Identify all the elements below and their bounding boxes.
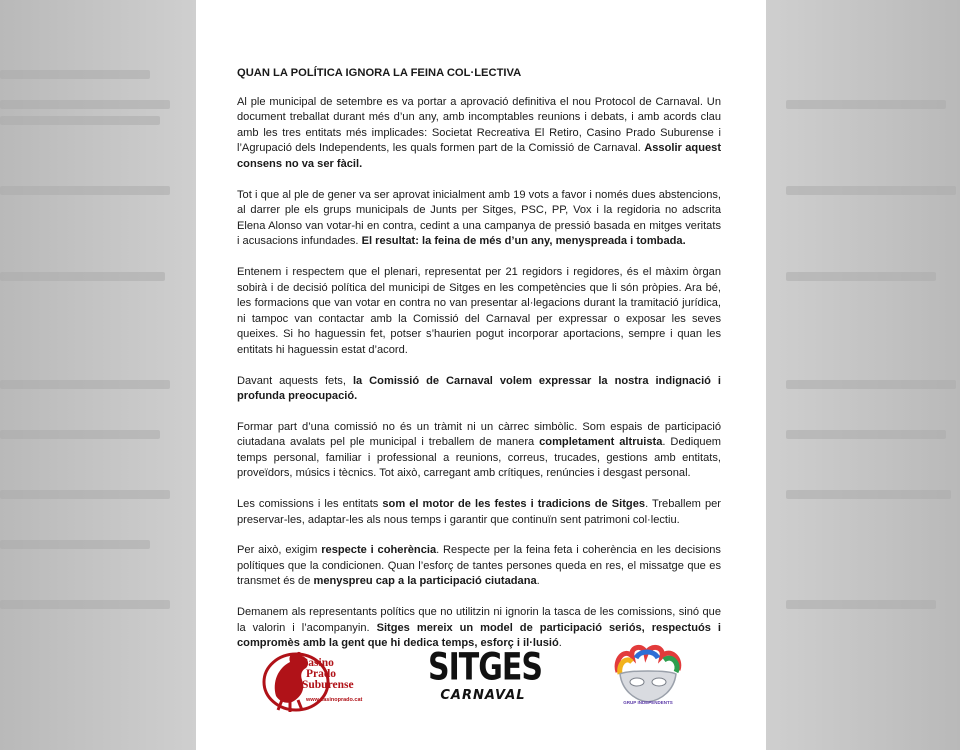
casino-website: www.casinoprado.cat — [306, 697, 363, 703]
bold-text: Assolir aquest consens no va ser fàcil. — [237, 142, 722, 170]
document-page — [196, 0, 766, 750]
document-title: QUAN LA POLÍTICA IGNORA LA FEINA COL·LECTIVA — [237, 67, 522, 79]
casino-name — [300, 658, 354, 691]
document-body — [237, 66, 721, 667]
bold-text: respecte i coherència — [321, 544, 437, 557]
paragraph-text: Les comissions i les entitats — [237, 498, 383, 511]
independents-name: GRUP INDEPENDENTS — [623, 700, 673, 705]
paragraph — [237, 95, 721, 173]
paragraph-text: Entenem i respectem que el plenari, representat per 21 regidors i regidores, és el màxim òrgan sobirà i de decisió política del municipi de Sitges en les competències que li són pròpies. Ara bé, les formacions que van votar en contra no van presentar al·legacions durant la tramitació jurídica, ni tampoc van contactar amb la Comissió del Carnaval per expressar o exposar les seves queixes. Si ho haguessin fet, potser s’haurien pogut incorporar aportacions, sempre i quan les entitats hi haguessin estat d’acord. — [237, 265, 721, 356]
independents-logo — [610, 642, 686, 718]
bold-text: som el motor de les festes i tradicions de Sitges — [382, 498, 646, 511]
blurred-background-right — [766, 0, 960, 750]
paragraph-text: Demanem als representants polítics que no utilitzin ni ignorin la tasca de les comissions, sinó que la valorin i l’acompanyin. — [237, 606, 721, 634]
sitges-word: SITGES — [428, 645, 542, 690]
casino-name-line1: Casino — [300, 657, 334, 669]
paragraph — [237, 265, 721, 359]
paragraph — [237, 188, 721, 250]
paragraph-text: . — [536, 575, 540, 588]
paragraph-list — [237, 95, 721, 652]
carnaval-word: CARNAVAL — [440, 688, 526, 703]
paragraph-text: . Treballem per preservar-les, adaptar-les als nous temps i garantir que continuïn sent patrimoni col·lectiu. — [237, 498, 721, 526]
casino-prado-logo — [262, 644, 372, 714]
bold-text: Sitges mereix un model de participació seriós, respectuós i compromès amb la gent que hi dedica temps, esforç i il·lusió — [237, 621, 721, 650]
carnival-mask-icon — [610, 642, 686, 718]
paragraph — [237, 497, 721, 528]
paragraph-text: Formar part d’una comissió no és un tràmit ni un càrrec simbòlic. Som espais de participació ciutadana avalats pel ple municipal i treballem de manera — [237, 420, 721, 449]
logo-bar — [196, 640, 766, 750]
bold-text: menyspreu cap a la participació ciutadana — [313, 575, 537, 588]
paragraph — [237, 543, 721, 590]
paragraph-text: Al ple municipal de setembre es va portar a aprovació definitiva el nou Protocol de Carnaval. Un document treballat durant més d’un any, amb incomptables reunions i debats, i amb acords clau amb les tres entitats més implicades: Societat Recreativa El Retiro, Casino Prado Suburense i l’Agrupació dels Independents, les quals formen part de la Comissió de Carnaval. — [237, 95, 721, 155]
paragraph — [237, 420, 721, 482]
paragraph-text: Tot i que al ple de gener va ser aprovat inicialment amb 19 vots a favor i només dues abstencions, al darrer ple els grups municipals de Junts per Sitges, PSC, PP, Vox i la regidoria no adscrita Elena Alonso van votar-hi en contra, cedint a una campanya de pressió basada en mitges veritats i acusacions infundades. — [237, 188, 721, 248]
paragraph-text: . Respecte per la feina feta i coherència en les decisions polítiques que la condicionen. Quan l’esforç de tantes persones queda en res, el missatge que es transmet és de — [237, 544, 721, 588]
paragraph-text: . — [558, 637, 562, 650]
paragraph-text: Per això, exigim — [237, 544, 322, 557]
blurred-background-left — [0, 0, 196, 750]
casino-name-line3: Suburense — [302, 679, 354, 691]
sitges-carnaval-logo — [428, 645, 542, 714]
paragraph — [237, 374, 721, 405]
paragraph-text: Davant aquests fets, — [237, 374, 353, 387]
bold-text: completament altruista — [539, 436, 663, 449]
bold-text: la Comissió de Carnaval volem expressar la nostra indignació i profunda preocupació. — [237, 374, 722, 403]
bold-text: El resultat: la feina de més d’un any, menyspreada i tombada. — [361, 235, 686, 248]
paragraph-text: . Dediquem temps personal, familiar i professional a reunions, correus, trucades, gestions amb entitats, proveïdors, músics i tècnics. Tot això, carregant amb crítiques, renúncies i desgast personal. — [237, 436, 721, 480]
casino-name-line2: Prado — [306, 668, 337, 680]
